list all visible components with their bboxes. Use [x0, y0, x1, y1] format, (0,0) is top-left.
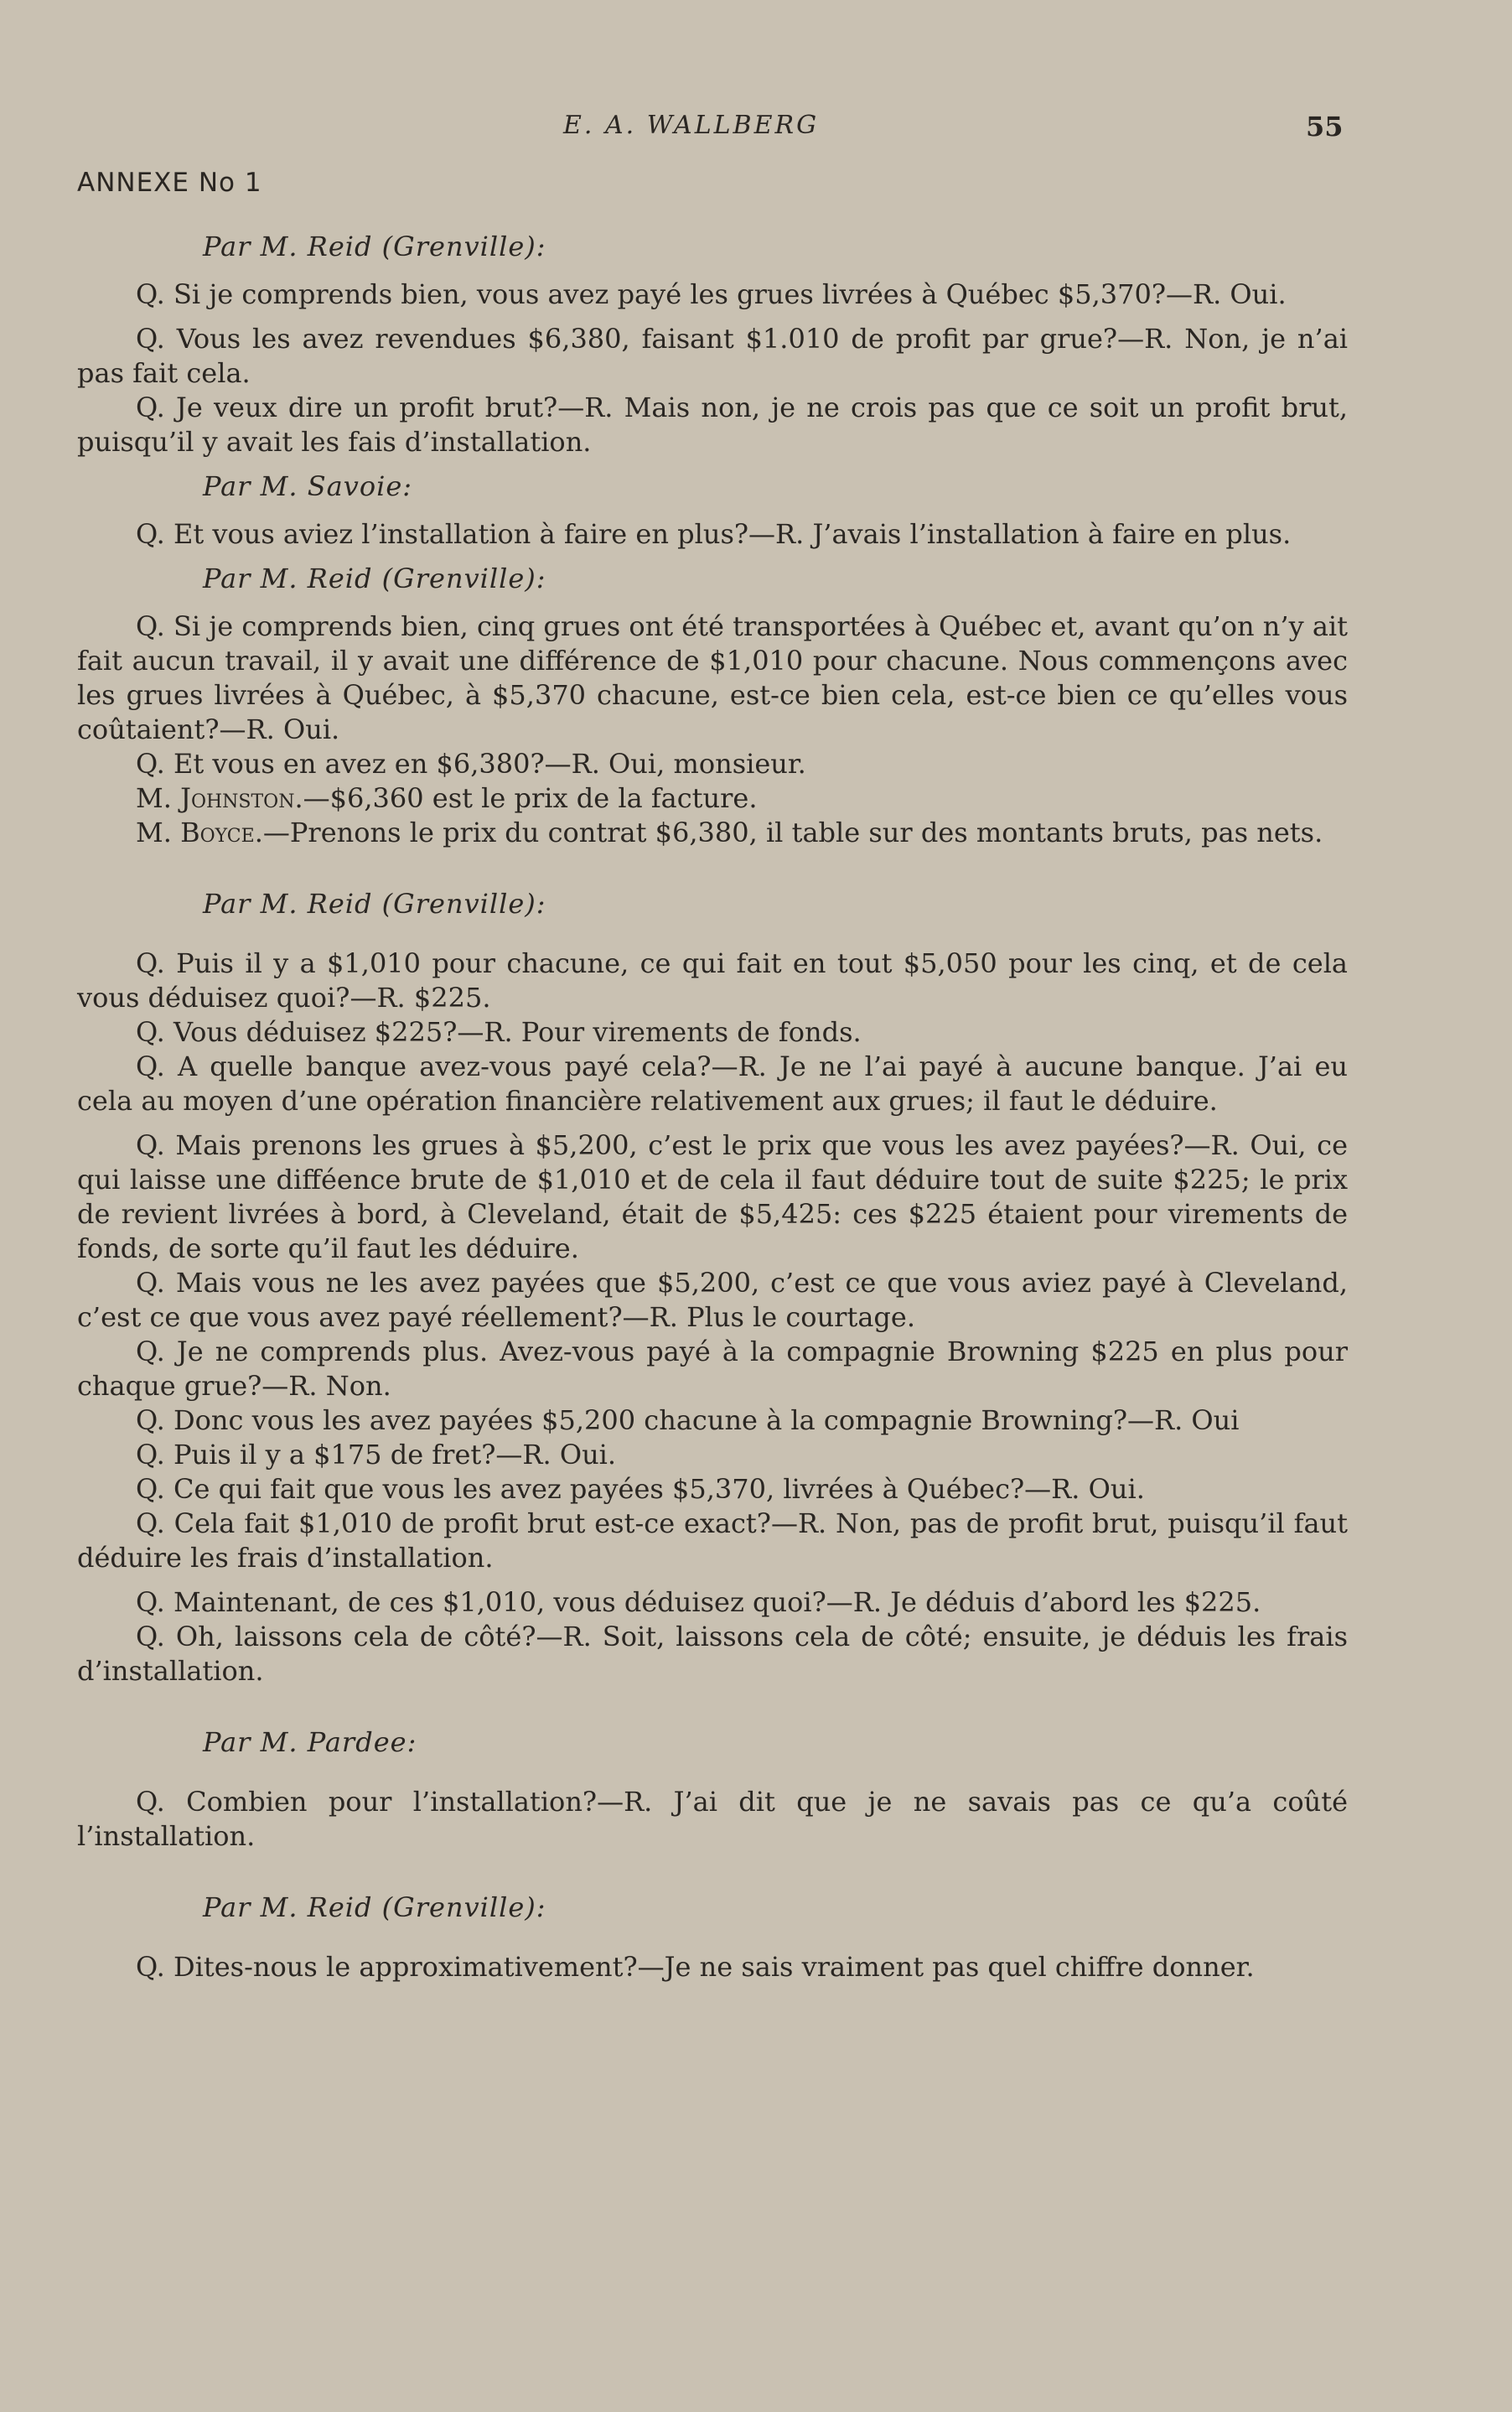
transcript-paragraph: Q. Vous déduisez $225?—R. Pour virements de fonds. — [136, 1016, 862, 1048]
annex-label: ANNEXE No 1 — [77, 168, 262, 198]
transcript-paragraph: Q. Et vous en avez en $6,380?—R. Oui, monsieur. — [136, 748, 806, 780]
transcript-paragraph: Q. Je veux dire un profit brut?—R. Mais non, je ne crois pas que ce soit un profit brut, puisqu’il y avait les fais d’installation. — [77, 392, 1348, 458]
speaker-heading: Par M. Reid (Grenville): — [203, 231, 546, 262]
statement-text: —$6,360 est le prix de la facture. — [303, 782, 758, 814]
speaker-heading: Par M. Savoie: — [203, 470, 413, 502]
transcript-paragraph: Q. Oh, laissons cela de côté?—R. Soit, laissons cela de côté; ensuite, je déduis les frais d’installation. — [77, 1621, 1348, 1687]
speaker-name: M. Boyce. — [136, 817, 263, 848]
transcript-paragraph: Q. Dites-nous le approximativement?—Je ne sais vraiment pas quel chiffre donner. — [136, 1951, 1255, 1983]
speaker-heading: Par M. Pardee: — [203, 1726, 417, 1758]
transcript-paragraph: Q. Je ne comprends plus. Avez-vous payé à la compagnie Browning $225 en plus pour chaque grue?—R. Non. — [77, 1336, 1348, 1402]
speaker-name: M. Johnston. — [136, 782, 303, 814]
transcript-paragraph: Q. Puis il y a $1,010 pour chacune, ce qui fait en tout $5,050 pour les cinq, et de cela vous déduisez quoi?—R. $225. — [77, 947, 1348, 1014]
speaker-heading: Par M. Reid (Grenville): — [203, 563, 546, 594]
running-title: E. A. WALLBERG — [563, 111, 820, 140]
transcript-paragraph: Q. Si je comprends bien, vous avez payé les grues livrées à Québec $5,370?—R. Oui. — [136, 278, 1287, 310]
transcript-paragraph — [77, 781, 1348, 816]
transcript-paragraph: Q. A quelle banque avez-vous payé cela?—R. Je ne l’ai payé à aucune banque. J’ai eu cela au moyen d’une opération financière relativement aux grues; il faut le déduire. — [77, 1050, 1348, 1117]
speaker-heading: Par M. Reid (Grenville): — [203, 1891, 546, 1923]
transcript-paragraph: Q. Mais vous ne les avez payées que $5,200, c’est ce que vous aviez payé à Cleveland, c’est ce que vous avez payé réellement?—R. Plus le courtage. — [77, 1267, 1348, 1333]
speaker-heading: Par M. Reid (Grenville): — [203, 888, 546, 920]
transcript-paragraph: Q. Cela fait $1,010 de profit brut est-ce exact?—R. Non, pas de profit brut, puisqu’il faut déduire les frais d’installation. — [77, 1507, 1348, 1574]
transcript-paragraph — [77, 816, 1348, 850]
transcript-paragraph: Q. Maintenant, de ces $1,010, vous déduisez quoi?—R. Je déduis d’abord les $225. — [136, 1586, 1261, 1618]
transcript-paragraph: Q. Combien pour l’installation?—R. J’ai dit que je ne savais pas ce qu’a coûté l’installation. — [77, 1786, 1348, 1852]
page-number: 55 — [1306, 111, 1344, 143]
transcript-paragraph: Q. Vous les avez revendues $6,380, faisant $1.010 de profit par grue?—R. Non, je n’ai pas fait cela. — [77, 323, 1348, 389]
transcript-paragraph: Q. Mais prenons les grues à $5,200, c’est le prix que vous les avez payées?—R. Oui, ce qui laisse une difféence brute de $1,010 et de cela il faut déduire tout de suite $225; le prix de revient livrées à bord, à Cleveland, était de $5,425: ces $225 étaient pour virements de fonds, de sorte qu’il faut les déduire. — [77, 1129, 1348, 1264]
running-header — [0, 111, 1512, 148]
transcript-paragraph: Q. Ce qui fait que vous les avez payées $5,370, livrées à Québec?—R. Oui. — [136, 1473, 1145, 1505]
transcript-body — [77, 220, 1348, 1984]
statement-text: —Prenons le prix du contrat $6,380, il table sur des montants bruts, pas nets. — [262, 817, 1323, 848]
transcript-paragraph: Q. Et vous aviez l’installation à faire en plus?—R. J’avais l’installation à faire en plus. — [136, 518, 1292, 550]
transcript-paragraph: Q. Puis il y a $175 de fret?—R. Oui. — [136, 1439, 617, 1471]
transcript-paragraph: Q. Donc vous les avez payées $5,200 chacune à la compagnie Browning?—R. Oui — [136, 1404, 1240, 1436]
transcript-paragraph: Q. Si je comprends bien, cinq grues ont été transportées à Québec et, avant qu’on n’y ait fait aucun travail, il y avait une différence de $1,010 pour chacune. Nous commençons avec les grues livrées à Québec, à $5,370 chacune, est-ce bien cela, est-ce bien ce qu’elles vous coûtaient?—R. Oui. — [77, 610, 1348, 745]
